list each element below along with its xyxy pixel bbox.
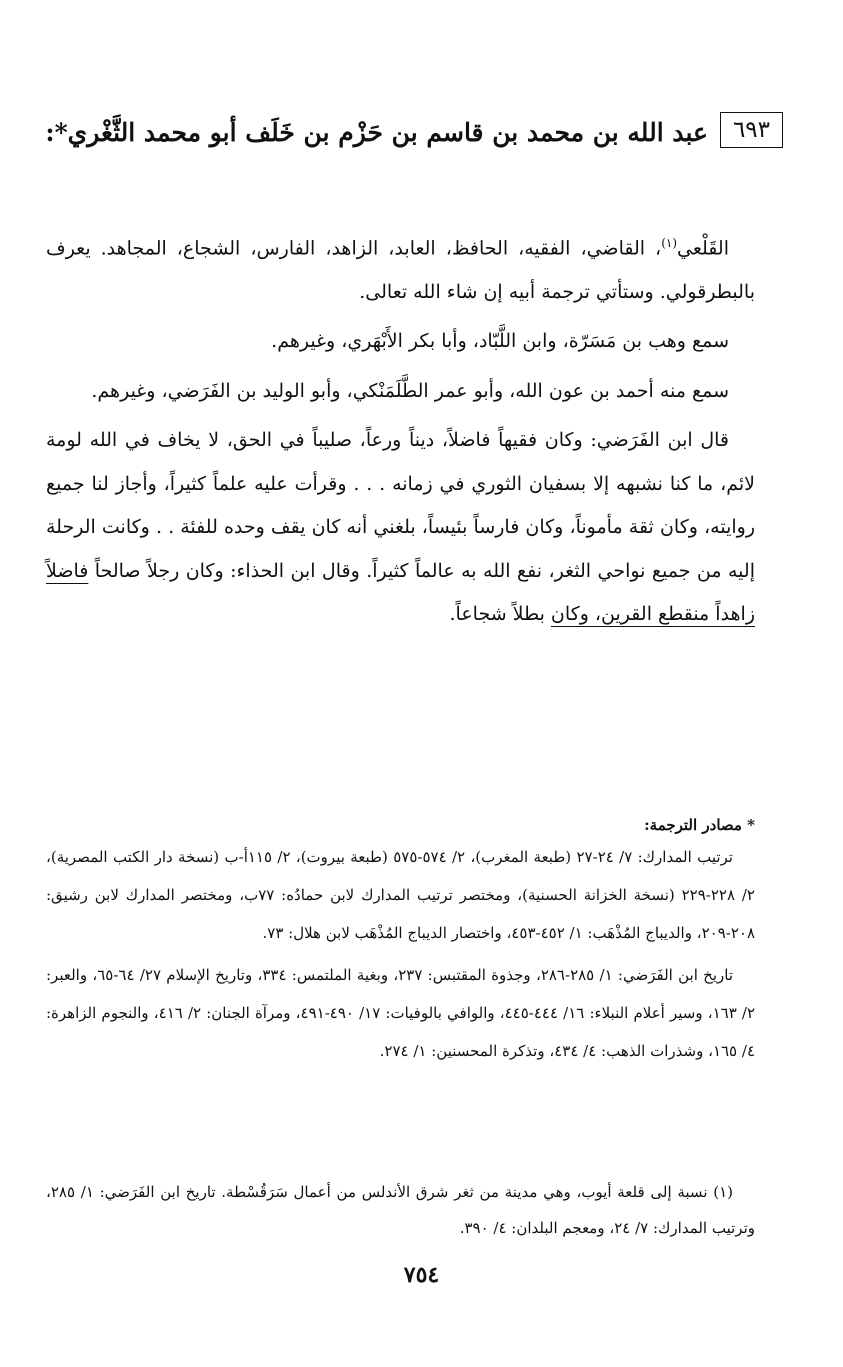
footnote <box>46 1174 755 1246</box>
biography-body <box>46 222 755 637</box>
underlined-phrase: فاضلاً زاهداً منقطع القرين، وكان <box>46 559 755 626</box>
bio-paragraph-2: سمع وهب بن مَسَرّة، وابن اللَّبّاد، وأبا بكر الأَبْهَري، وغيرهم. <box>271 330 729 353</box>
bio-paragraph-4 <box>46 419 755 637</box>
entry-heading <box>40 108 783 158</box>
entry-number: ٦٩٣ <box>720 112 783 148</box>
entry-title: عبد الله بن محمد بن قاسم بن حَزْم بن خَلَف أبو محمد الثَّغْري*: <box>45 118 708 147</box>
sources-paragraph-1: ترتيب المدارك: ٧/ ٢٤-٢٧ (طبعة المغرب)، ٢/ ٥٧٤-٥٧٥ (طبعة بيروت)، ٢/ ١١٥أ-ب (نسخة دار الكتب المصرية)، ٢/ ٢٢٨-٢٢٩ (نسخة الخزانة الحسنية)، ومختصر ترتيب المدارك لابن حمادُه: ٧٧ب، ومختصر المدارك لابن رشيق: ٢٠٨-٢٠٩، والديباج المُذْهَب: ١/ ٤٥٢-٤٥٣، واختصار الديباج المُذْهَب لابن هلال: ٧٣. <box>46 848 755 942</box>
bio-paragraph-3: سمع منه أحمد بن عون الله، وأبو عمر الطَّلَمَنْكي، وأبو الوليد بن الفَرَضي، وغيرهم. <box>91 379 729 402</box>
bio-paragraph-1-text: ، القاضي، الفقيه، الحافظ، العابد، الزاهد، الفارس، الشجاع، المجاهد. يعرف بالبطرقولي. وستأتي ترجمة أبيه إن شاء الله تعالى. <box>46 237 755 303</box>
footnote-ref[interactable]: (١) <box>661 236 678 250</box>
sources-section <box>46 812 755 1070</box>
nisba-term: القَلْعي <box>677 237 729 260</box>
sources-heading: * مصادر الترجمة: <box>644 816 755 834</box>
footnote-text: (١) نسبة إلى قلعة أيوب، وهي مدينة من ثغر شرق الأندلس من أعمال سَرَقُسْطة. تاريخ ابن الفَرَضي: ١/ ٢٨٥، وترتيب المدارك: ٧/ ٢٤، ومعجم البلدان: ٤/ ٣٩٠. <box>46 1183 755 1237</box>
bio-paragraph-4-text: قال ابن الفَرَضي: وكان فقيهاً فاضلاً، ديناً ورعاً، صليباً في الحق، لا يخاف في الله لومة لائم، ما كنا نشبهه إلا بسفيان الثوري في زمانه . . . وقرأت عليه علماً كثيراً، وأجاز لنا جميع روايته، وكان ثقة مأموناً، وكان فارساً بئيساً، بلغني أنه كان يقف وحده للفئة . . وكانت الرحلة إليه من جميع نواحي الثغر، نفع الله به عالماً كثيراً. وقال ابن الحذاء: وكان رجلاً صالحاً <box>46 429 755 582</box>
bio-paragraph-1 <box>46 222 755 314</box>
page-number: ٧٥٤ <box>403 1262 440 1288</box>
bio-paragraph-4-end: بطلاً شجاعاً. <box>449 603 551 626</box>
sources-paragraph-2: تاريخ ابن الفَرَضي: ١/ ٢٨٥-٢٨٦، وجذوة المقتبس: ٢٣٧، وبغية الملتمس: ٣٣٤، وتاريخ الإسلام ٢٧/ ٦٤-٦٥، والعبر: ٢/ ١٦٣، وسير أعلام النبلاء: ١٦/ ٤٤٤-٤٤٥، والوافي بالوفيات: ١٧/ ٤٩٠-٤٩١، ومرآة الجنان: ٢/ ٤١٦، والنجوم الزاهرة: ٤/ ١٦٥، وشذرات الذهب: ٤/ ٤٣٤، وتذكرة المحسنين: ١/ ٢٧٤. <box>46 966 756 1060</box>
